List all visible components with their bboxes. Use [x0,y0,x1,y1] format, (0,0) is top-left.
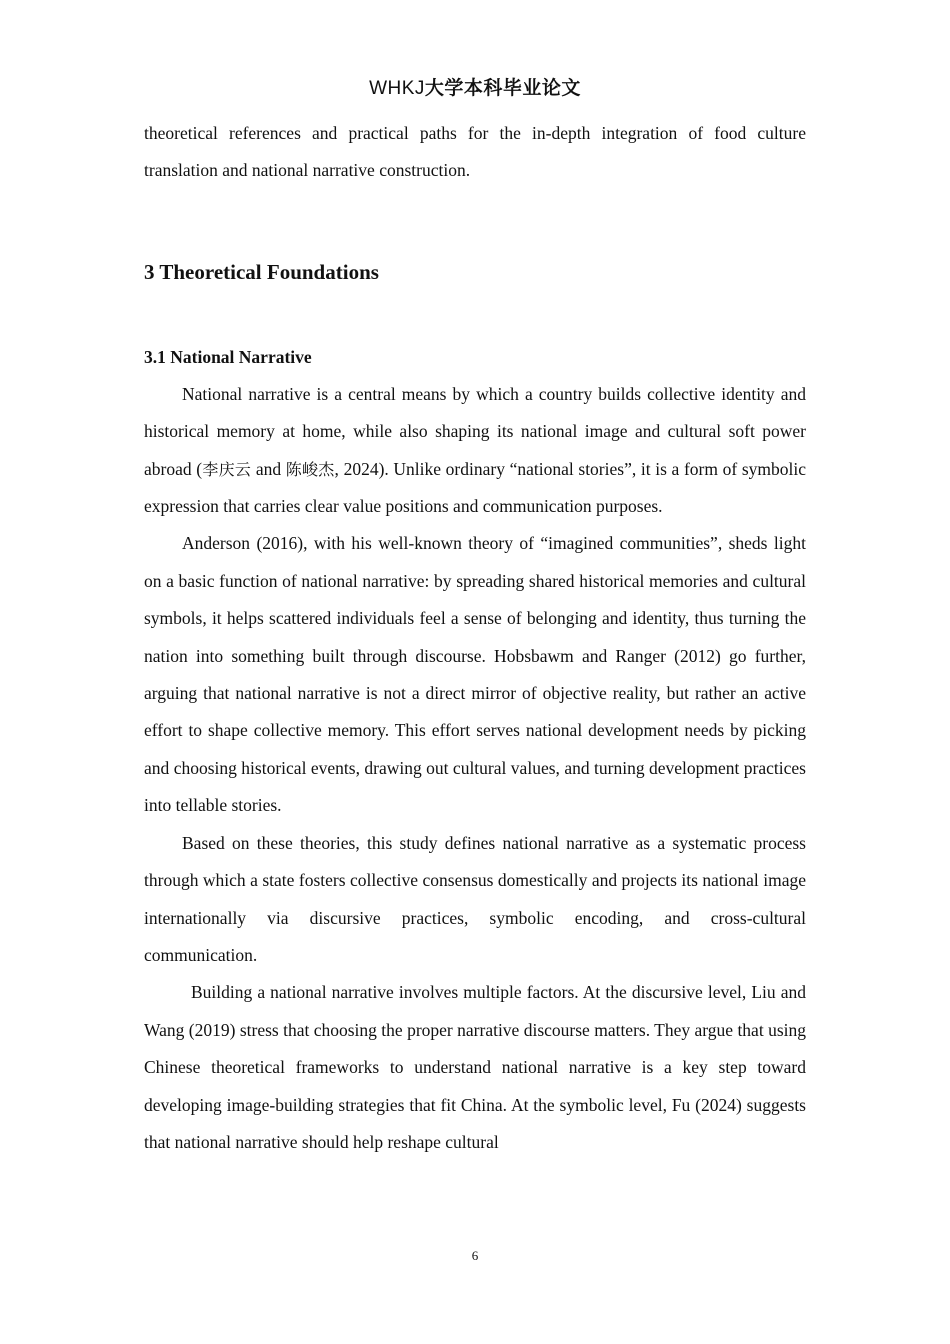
running-header [0,73,950,100]
subsection-heading: 3.1 National Narrative [144,346,312,367]
header-latin-text: WHKJ [369,78,425,99]
section-heading: 3 Theoretical Foundations [144,259,379,284]
paragraph-anderson-hobsbawm: Anderson (2016), with his well-known theory of “imagined communities”, sheds light on a basic function of national narrative: by spreading shared historical memories and cultural symbols, it helps scattered individuals feel a sense of belonging and identity, thus turning the nation into something built through discourse. Hobsbawm and Ranger (2012) go further, arguing that national narrative is not a direct mirror of objective reality, but rather an active effort to shape collective memory. This effort serves national development needs by picking and choosing historical events, drawing out cultural values, and turning development practices into tellable stories. [144,533,806,816]
citation-author-2: 陈峻杰 [285,459,335,479]
page-body [144,115,806,1161]
p1-text-start: National narrative is a central means by which a country builds collective identity and historical memory at home, while also shaping its national image and cultural soft power abroad ( [144,383,806,479]
header-cjk-text: 大学本科毕业论文 [424,77,581,99]
paragraph-study-definition: Based on these theories, this study defines national narrative as a systematic process through which a state fosters collective consensus domestically and projects its national image internationally via discursive practices, symbolic encoding, and cross-cultural communication. [144,832,806,965]
citation-and: and [251,458,286,479]
intro-paragraph: theoretical references and practical paths for the in-depth integration of food culture translation and national narrative construction. [144,123,806,181]
page-number: 6 [471,1248,479,1263]
paragraph-national-narrative-definition [144,376,806,526]
p1-text-end: , 2024). Unlike ordinary “national stories”, it is a form of symbolic expression that carries clear value positions and communication purposes. [144,458,806,517]
paragraph-building-factors: Building a national narrative involves multiple factors. At the discursive level, Liu and Wang (2019) stress that choosing the proper narrative discourse matters. They argue that using Chinese theoretical frameworks to understand national narrative is a key step toward developing image-building strategies that fit China. At the symbolic level, Fu (2024) suggests that national narrative should help reshape cultural [144,982,806,1152]
citation-author-1: 李庆云 [202,459,252,479]
